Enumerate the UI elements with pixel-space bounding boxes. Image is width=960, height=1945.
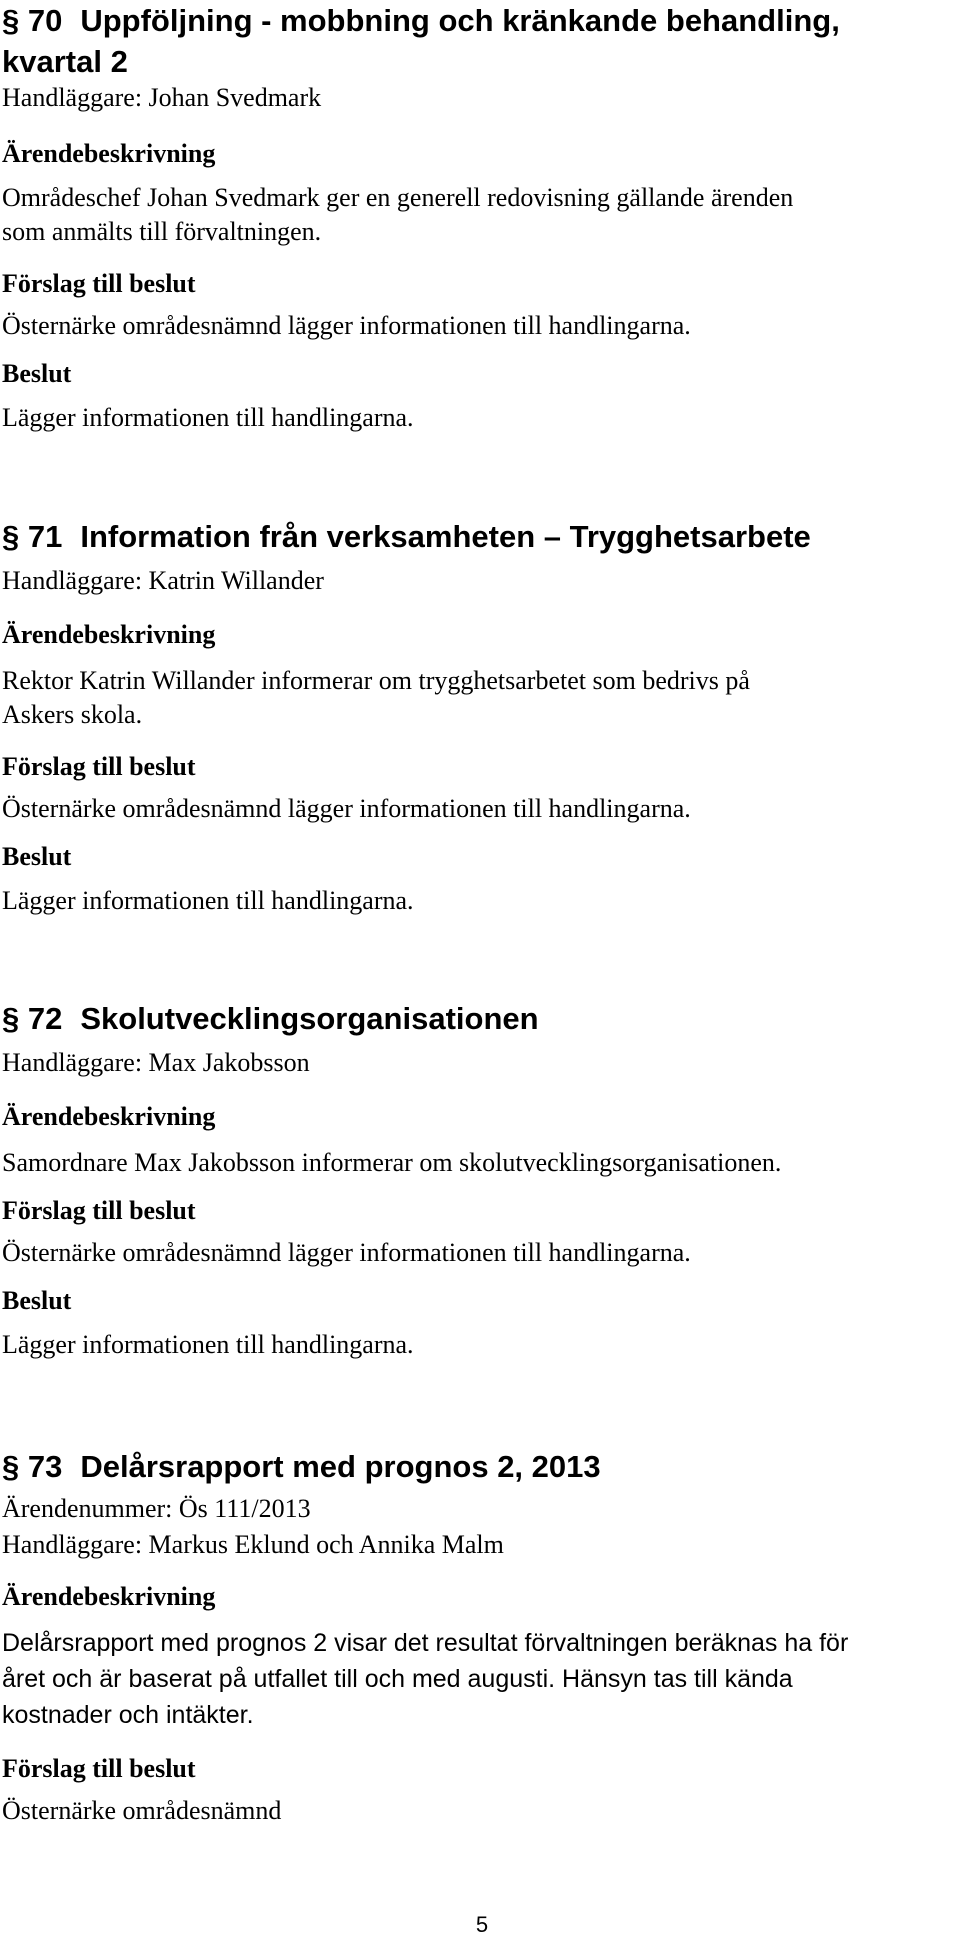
description-line: Delårsrapport med prognos 2 visar det resultat förvaltningen beräknas ha för xyxy=(2,1629,849,1657)
decision-text: Lägger informationen till handlingarna. xyxy=(2,886,414,915)
section-title-continued: kvartal 2 xyxy=(2,44,128,79)
section-number: § 70 xyxy=(2,3,63,38)
description-label: Ärendebeskrivning xyxy=(2,620,216,649)
section-heading xyxy=(2,0,950,41)
section-number: § 72 xyxy=(2,1001,63,1036)
description-label: Ärendebeskrivning xyxy=(2,1582,216,1611)
proposal-label: Förslag till beslut xyxy=(2,269,196,298)
proposal-label: Förslag till beslut xyxy=(2,1196,196,1225)
description-line: året och är baserat på utfallet till och med augusti. Hänsyn tas till kända xyxy=(2,1665,793,1693)
description-label: Ärendebeskrivning xyxy=(2,1102,216,1131)
proposal-text: Östernärke områdesnämnd lägger informationen till handlingarna. xyxy=(2,311,691,340)
section-number: § 73 xyxy=(2,1449,63,1484)
handler-line: Handläggare: Max Jakobsson xyxy=(2,1048,310,1077)
proposal-text: Östernärke områdesnämnd lägger informationen till handlingarna. xyxy=(2,794,691,823)
section-heading xyxy=(2,998,950,1039)
description-line: som anmälts till förvaltningen. xyxy=(2,217,322,246)
section-72 xyxy=(2,998,950,1364)
proposal-text: Östernärke områdesnämnd xyxy=(2,1796,282,1825)
decision-text: Lägger informationen till handlingarna. xyxy=(2,1330,414,1359)
section-title: Uppföljning - mobbning och kränkande behandling, xyxy=(80,3,840,38)
description-label: Ärendebeskrivning xyxy=(2,139,216,168)
section-number: § 71 xyxy=(2,519,63,554)
handler-line: Handläggare: Markus Eklund och Annika Malm xyxy=(2,1530,504,1559)
handler-line: Handläggare: Katrin Willander xyxy=(2,566,324,595)
section-title: Delårsrapport med prognos 2, 2013 xyxy=(80,1449,601,1484)
decision-label: Beslut xyxy=(2,1286,72,1315)
description-line: Samordnare Max Jakobsson informerar om skolutvecklingsorganisationen. xyxy=(2,1148,782,1177)
section-title: Information från verksamheten – Trygghetsarbete xyxy=(80,519,811,554)
section-71 xyxy=(2,516,950,920)
description-line: Rektor Katrin Willander informerar om trygghetsarbetet som bedrivs på xyxy=(2,666,750,695)
handler-line: Handläggare: Johan Svedmark xyxy=(2,83,322,112)
section-73 xyxy=(2,1446,950,1830)
section-heading xyxy=(2,516,950,557)
proposal-text: Östernärke områdesnämnd lägger informationen till handlingarna. xyxy=(2,1238,691,1267)
section-70 xyxy=(2,0,950,437)
page-number: 5 xyxy=(475,1912,489,1937)
proposal-label: Förslag till beslut xyxy=(2,1754,196,1783)
description-line: kostnader och intäkter. xyxy=(2,1701,254,1729)
description-line: Askers skola. xyxy=(2,700,143,729)
case-number-line: Ärendenummer: Ös 111/2013 xyxy=(2,1494,311,1523)
section-heading xyxy=(2,1446,950,1487)
decision-label: Beslut xyxy=(2,842,72,871)
decision-label: Beslut xyxy=(2,359,72,388)
section-title: Skolutvecklingsorganisationen xyxy=(80,1001,539,1036)
description-line: Områdeschef Johan Svedmark ger en generell redovisning gällande ärenden xyxy=(2,183,794,212)
proposal-label: Förslag till beslut xyxy=(2,752,196,781)
decision-text: Lägger informationen till handlingarna. xyxy=(2,403,414,432)
